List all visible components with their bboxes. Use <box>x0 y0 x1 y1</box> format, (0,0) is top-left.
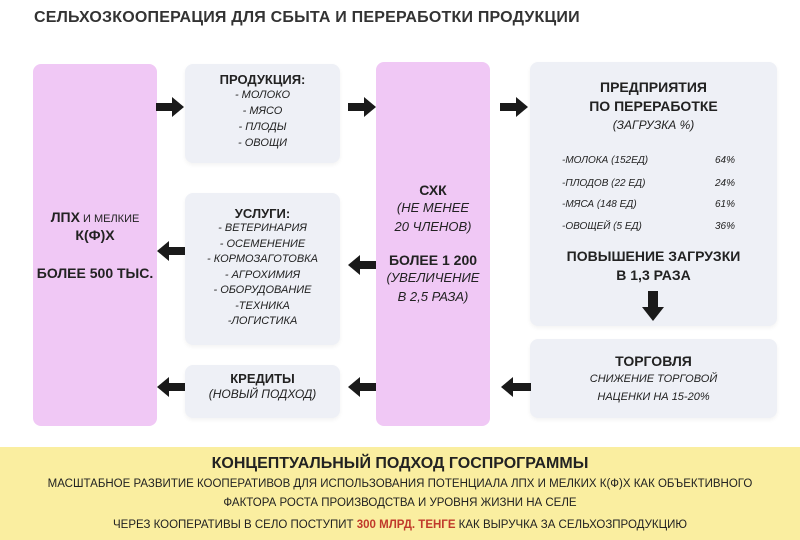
enterprise-row-label: -МОЛОКА (152ЕД) <box>562 155 649 166</box>
concept-revenue-amount: 300 МЛРД. ТЕНГЕ <box>356 519 456 531</box>
enterprise-row <box>562 155 742 166</box>
skh-box <box>376 62 490 426</box>
enterprises-box <box>530 62 777 326</box>
lph-count: БОЛЕЕ 500 ТЫС. <box>36 265 154 281</box>
arrow-right-icon <box>348 96 378 118</box>
enterprise-row <box>562 178 742 189</box>
skh-count: БОЛЕЕ 1 200 <box>388 252 478 268</box>
lph-label: ЛПХ <box>50 209 80 225</box>
services-heading: УСЛУГИ: <box>234 206 291 221</box>
enterprise-row-label: -ОВОЩЕЙ (5 ЕД) <box>562 221 642 232</box>
services-item: - ОБОРУДОВАНИЕ <box>213 284 312 296</box>
enterprises-sub: (ЗАГРУЗКА %) <box>612 118 695 132</box>
products-item: - ОВОЩИ <box>238 137 287 149</box>
trade-note: СНИЖЕНИЕ ТОРГОВОЙ <box>589 373 718 385</box>
arrow-down-icon <box>641 291 665 323</box>
concept-heading: КОНЦЕПТУАЛЬНЫЙ ПОДХОД ГОСПРОГРАММЫ <box>211 455 589 472</box>
arrow-left-icon <box>346 376 376 398</box>
concept-text: ФАКТОРА РОСТА ПРОИЗВОДСТВА И УРОВНЯ ЖИЗНИ НА СЕЛЕ <box>223 497 577 509</box>
enterprise-row <box>562 199 742 210</box>
arrow-right-icon <box>500 96 530 118</box>
arrow-left-icon <box>499 376 531 398</box>
skh-note: (НЕ МЕНЕЕ <box>396 200 470 215</box>
enterprise-row-value: 36% <box>715 221 736 232</box>
products-heading: ПРОДУКЦИЯ: <box>219 72 306 87</box>
credits-sub: (НОВЫЙ ПОДХОД) <box>208 387 317 401</box>
services-box <box>185 193 340 345</box>
concept-revenue-post: КАК ВЫРУЧКА ЗА СЕЛЬХОЗПРОДУКЦИЮ <box>455 519 687 531</box>
arrow-left-icon <box>155 376 185 398</box>
page-title: СЕЛЬХОЗКООПЕРАЦИЯ ДЛЯ СБЫТА И ПЕРЕРАБОТКИ ПРОДУКЦИИ <box>34 9 580 26</box>
trade-box <box>530 339 777 418</box>
lph-line1 <box>51 209 140 225</box>
arrow-right-icon <box>156 96 186 118</box>
concept-revenue-pre: ЧЕРЕЗ КООПЕРАТИВЫ В СЕЛО ПОСТУПИТ <box>113 519 357 531</box>
skh-note: (УВЕЛИЧЕНИЕ <box>386 270 480 285</box>
enterprise-row <box>562 221 742 232</box>
concept-band <box>0 447 800 540</box>
enterprise-row-value: 64% <box>715 155 736 166</box>
arrow-left-icon <box>155 240 185 262</box>
enterprise-row-value: 24% <box>715 178 736 189</box>
services-item: -ЛОГИСТИКА <box>227 315 298 327</box>
trade-note: НАЦЕНКИ НА 15-20% <box>597 391 710 403</box>
load-boost-line: В 1,3 РАЗА <box>616 267 691 283</box>
credits-box <box>185 365 340 418</box>
services-item: - АГРОХИМИЯ <box>224 268 301 281</box>
products-item: - МОЛОКО <box>234 89 291 101</box>
kfh-label: К(Ф)Х <box>75 227 115 243</box>
products-item: - МЯСО <box>242 105 283 117</box>
load-boost <box>530 247 777 285</box>
skh-heading: СХК <box>419 182 447 198</box>
arrow-left-icon <box>346 254 376 276</box>
concept-text: МАСШТАБНОЕ РАЗВИТИЕ КООПЕРАТИВОВ ДЛЯ ИСПОЛЬЗОВАНИЯ ПОТЕНЦИАЛА ЛПХ И МЕЛКИХ К(Ф)Х КАК ОБЪЕКТИВНОГО <box>47 478 753 490</box>
load-boost-line: ПОВЫШЕНИЕ ЗАГРУЗКИ <box>566 248 741 264</box>
enterprise-row-label: -МЯСА (148 ЕД) <box>562 199 637 210</box>
services-item: - ВЕТЕРИНАРИЯ <box>218 222 307 234</box>
lph-box <box>33 64 157 426</box>
enterprise-row-label: -ПЛОДОВ (22 ЕД) <box>562 178 646 189</box>
products-box <box>185 64 340 163</box>
lph-label-rest: И МЕЛКИЕ <box>79 213 140 225</box>
enterprises-heading: ПРЕДПРИЯТИЯ <box>600 79 707 95</box>
services-item: - КОРМОЗАГОТОВКА <box>206 253 319 265</box>
skh-note: В 2,5 РАЗА) <box>397 289 469 304</box>
skh-note: 20 ЧЛЕНОВ) <box>394 219 472 234</box>
enterprise-row-value: 61% <box>715 199 736 210</box>
concept-revenue <box>0 519 800 531</box>
credits-heading: КРЕДИТЫ <box>230 371 295 386</box>
trade-heading: ТОРГОВЛЯ <box>615 353 692 369</box>
services-item: - ОСЕМЕНЕНИЕ <box>219 237 306 250</box>
products-item: - ПЛОДЫ <box>238 121 287 133</box>
enterprises-heading: ПО ПЕРЕРАБОТКЕ <box>589 98 718 114</box>
services-item: -ТЕХНИКА <box>235 299 290 312</box>
